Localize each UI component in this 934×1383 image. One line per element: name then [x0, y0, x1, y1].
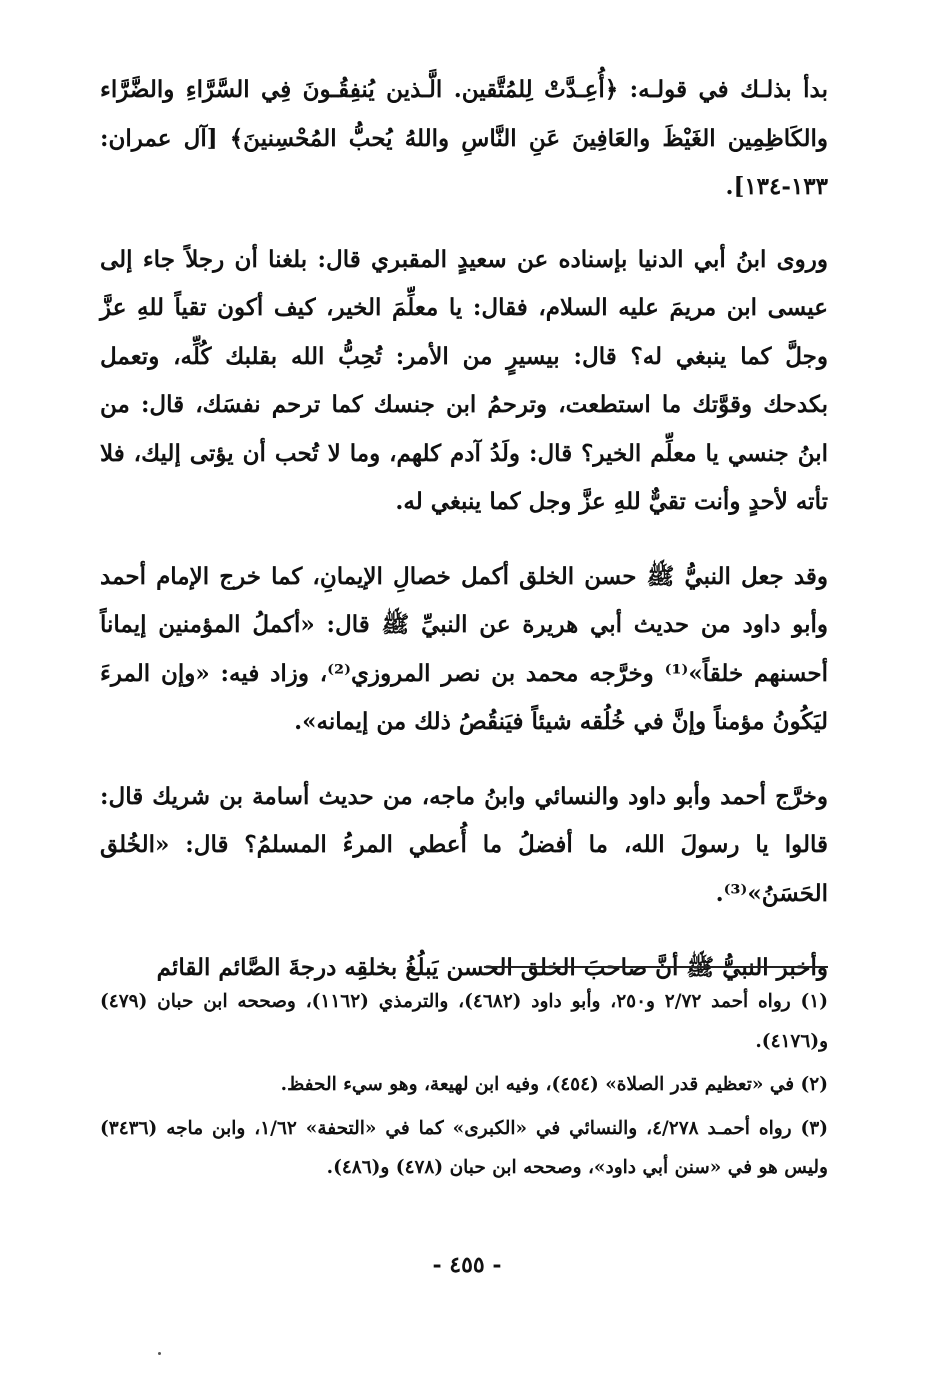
page-number: - ٤٥٥ -: [432, 1252, 502, 1278]
footnote-3: (٣) رواه أحمـد ٤/٢٧٨، والنسائي في «الكبرى» كما في «التحفة» ١/٦٢، وابن ماجه (٣٤٣٦) وليس هو في «سنن أبي داود»، وصححه ابن حبان (٤٧٨) و(٤٨٦).: [100, 1117, 828, 1178]
footnote-2: (٢) في «تعظيم قدر الصلاة» (٤٥٤)، وفيه ابن لهيعة، وهو سيء الحفظ.: [280, 1074, 828, 1095]
paragraph-ibn-abi-dunya: وروى ابنُ أبي الدنيا بإسناده عن سعيدٍ المقبري قال: بلغنا أن رجلاً جاء إلى عيسى ابن مريمَ عليه السلام، فقال: يا معلِّمَ الخير، كيف أكون تقياً للهِ عزَّ وجلَّ كما ينبغي له؟ قال: بيسيرٍ من الأمر: تُحِبُّ الله بقلبك كُلِّه، وتعمل بكدحك وقوَّتك ما استطعت، وترحمُ ابن جنسك كما ترحم نفسَك، قال: من ابنُ جنسي يا معلِّم الخير؟ قال: ولَدُ آدم كلهم، وما لا تُحب أن يؤتى إليك، فلا تأته لأحدٍ وأنت تقيٌّ للهِ عزَّ وجل كما ينبغي له.: [100, 245, 828, 515]
footnote-divider: [484, 966, 828, 968]
paragraph-good-character: وقد جعل النبيُّ ﷺ حسن الخلق أكمل خصالِ الإيمانِ، كما خرج الإمام أحمد وأبو داود من حديث أبي هريرة عن النبيِّ ﷺ قال: «أكملُ المؤمنين إيماناً أحسنهم خلقاً»⁽¹⁾ وخرَّجه محمد بن نصر المروزي⁽²⁾، وزاد فيه: «وإن المرءَ ليَكُونُ مؤمناً وإنَّ في خُلُقه شيئاً فيَنقُصُ ذلك من إيمانه».: [100, 562, 829, 735]
paragraph-quran-verse: بدأ بذلـك في قولـه: ﴿أُعِـدَّتْ لِلمُتَّقين. الَّـذين يُنفِقُـونَ فِي السَّرَّاءِ والضَّرَّاء والكَاظِمِين الغَيْظَ والعَافِينَ عَنِ النَّاسِ واللهُ يُحبُّ المُحْسِنينَ﴾ [آل عمران: ١٣٣-١٣٤].: [100, 76, 828, 200]
footnotes: [100, 982, 828, 1192]
paragraph-usama-hadith: وخرَّج أحمد وأبو داود والنسائي وابنُ ماجه، من حديث أسامة بن شريك قال: قالوا يا رسولَ الله، ما أفضلُ ما أُعطي المرءُ المسلمُ؟ قال: «الخُلق الحَسَنُ»⁽³⁾.: [100, 782, 828, 907]
scan-speck: [158, 1352, 161, 1355]
main-text: [100, 66, 828, 1019]
footnote-1: (١) رواه أحمد ٢/٧٢ و٢٥٠، وأبو داود (٤٦٨٢)، والترمذي (١١٦٢)، وصححه ابن حبان (٤٧٩) و(٤١٧٦).: [100, 991, 828, 1052]
paragraph-continuation: وأخبر النبيُّ ﷺ أنَّ صاحبَ الخلق الحسن يَبلُغُ بخلقِه درجةَ الصَّائم القائم: [156, 954, 828, 981]
